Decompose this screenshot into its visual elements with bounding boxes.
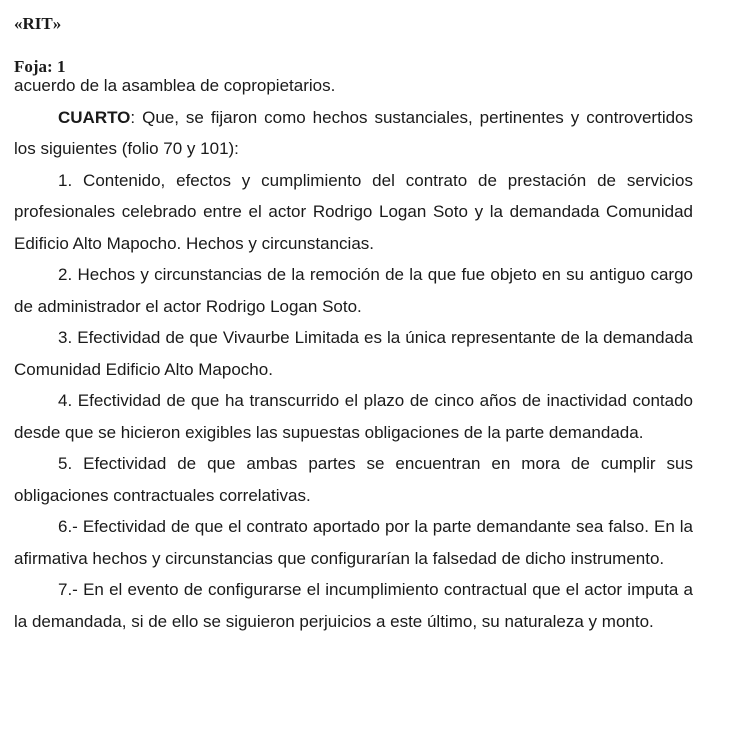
continuation-paragraph: acuerdo de la asamblea de copropietarios. [14,76,336,95]
item-paragraph-7: 7.- En el evento de configurarse el incumplimiento contractual que el actor imputa a la demandada, si de ello se siguieron perjuicios a este último, su naturaleza y monto. [14,580,693,631]
document-page [14,0,693,637]
rit-header: «RIT» [14,14,62,33]
item-paragraph-6: 6.- Efectividad de que el contrato aportado por la parte demandante sea falso. En la afirmativa hechos y circunstancias que configurarían la falsedad de dicho instrumento. [14,517,693,568]
document-body [14,70,693,637]
item-paragraph-3: 3. Efectividad de que Vivaurbe Limitada es la única representante de la demandada Comunidad Edificio Alto Mapocho. [14,328,693,379]
cuarto-text: : Que, se fijaron como hechos sustanciales, pertinentes y controvertidos los siguientes (folio 70 y 101): [14,107,693,158]
item-paragraph-4: 4. Efectividad de que ha transcurrido el plazo de cinco años de inactividad contado desde que se hicieron exigibles las supuestas obligaciones de la parte demandada. [14,391,693,442]
foja-header: Foja: 1 [14,57,66,76]
item-paragraph-2: 2. Hechos y circunstancias de la remoción de la que fue objeto en su antiguo cargo de administrador el actor Rodrigo Logan Soto. [14,265,693,316]
item-paragraph-5: 5. Efectividad de que ambas partes se encuentran en mora de cumplir sus obligaciones contractuales correlativas. [14,454,693,505]
item-paragraph-1: 1. Contenido, efectos y cumplimiento del contrato de prestación de servicios profesionales celebrado entre el actor Rodrigo Logan Soto y la demandada Comunidad Edificio Alto Mapocho. Hechos y circunstancias. [14,170,693,253]
cuarto-label: CUARTO [58,107,131,127]
cuarto-paragraph [14,102,693,165]
